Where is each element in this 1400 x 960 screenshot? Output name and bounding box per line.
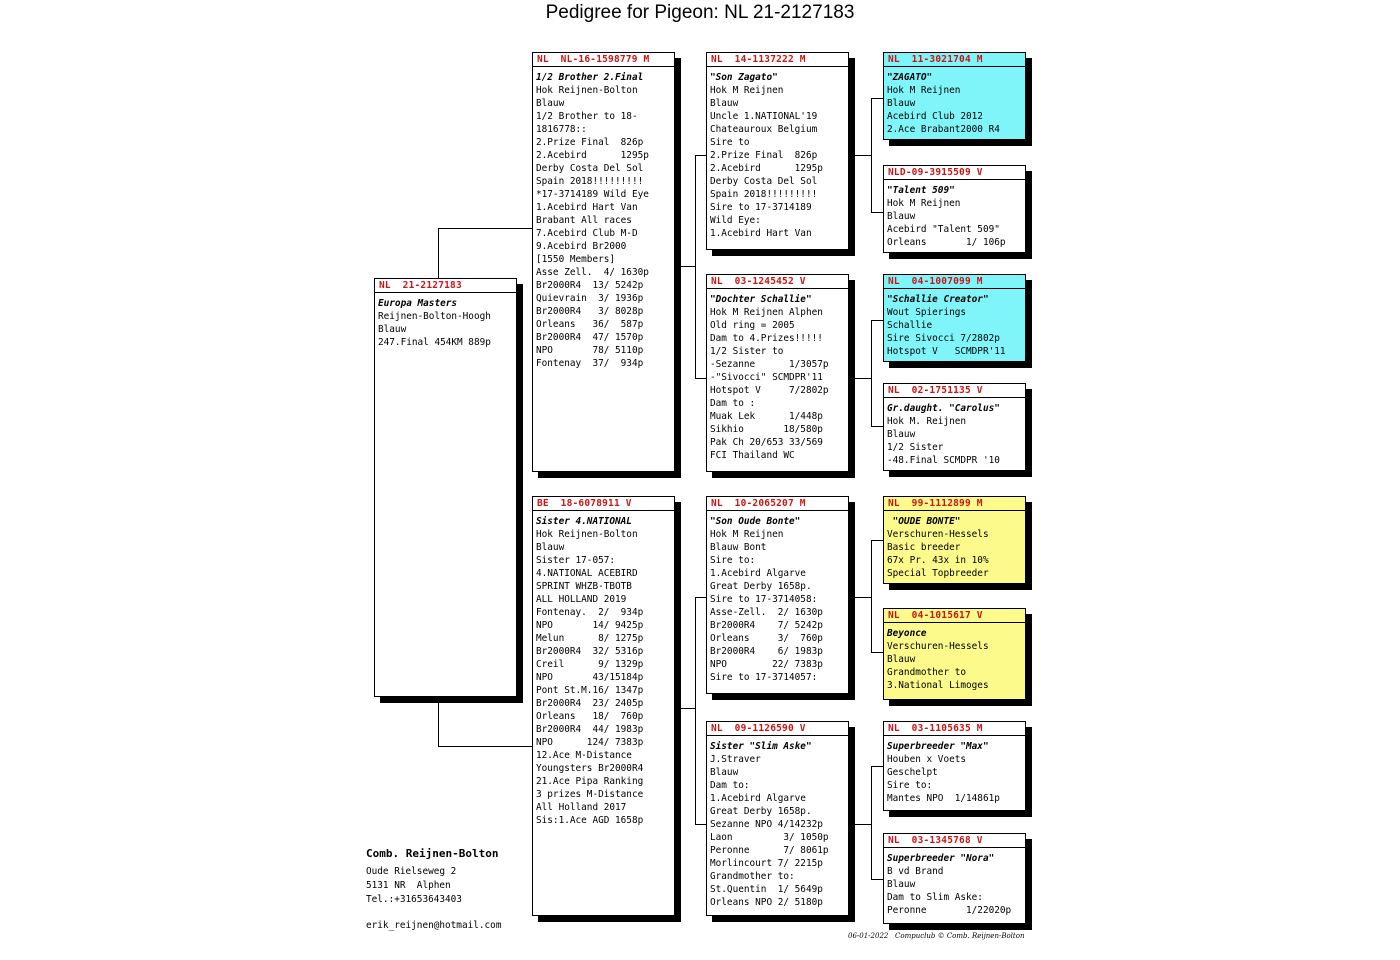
- connector-line: [438, 746, 534, 747]
- pedigree-line: 2.Ace Brabant2000 R4: [887, 124, 1000, 135]
- connector-line: [871, 879, 883, 880]
- pedigree-line: Schallie: [887, 320, 933, 331]
- pedigree-line: Hok Reijnen-Bolton: [536, 529, 638, 540]
- pedigree-line: Br2000R4 7/ 5242p: [710, 620, 823, 631]
- pedigree-line: Old ring = 2005: [710, 320, 795, 331]
- pedigree-line: Br2000R4 32/ 5316p: [536, 646, 644, 657]
- pigeon-card-dam-dam[interactable]: [706, 721, 849, 916]
- connector-line: [871, 652, 883, 653]
- pigeon-name: Sister 4.NATIONAL: [536, 516, 632, 527]
- pedigree-line: Sire to 17-3714058:: [710, 594, 818, 605]
- connector-line: [855, 155, 871, 156]
- ring-number: NL 11-3021704 M: [884, 53, 1025, 67]
- pedigree-line: Blauw: [536, 98, 565, 109]
- pigeon-card-dam-sire[interactable]: [706, 496, 849, 694]
- pedigree-line: 1.Acebird Hart Van: [536, 202, 638, 213]
- pedigree-line: Derby Costa Del Sol: [536, 163, 644, 174]
- pedigree-line: J.Straver: [710, 754, 761, 765]
- pedigree-line: Muak Lek 1/448p: [710, 411, 823, 422]
- pedigree-line: 67x Pr. 43x in 10%: [887, 555, 989, 566]
- pedigree-line: 2.Prize Final 826p: [710, 150, 818, 161]
- pedigree-line: 3.National Limoges: [887, 680, 989, 691]
- pedigree-line: Br2000R4 23/ 2405p: [536, 698, 644, 709]
- connector-line: [679, 708, 695, 709]
- pedigree-line: Creil 9/ 1329p: [536, 659, 644, 670]
- pedigree-line: Melun 8/ 1275p: [536, 633, 644, 644]
- pedigree-line: Laon 3/ 1050p: [710, 832, 829, 843]
- pigeon-card-sire-sire[interactable]: [706, 52, 849, 250]
- pedigree-line: 1.Acebird Algarve: [710, 793, 806, 804]
- pedigree-line: Uncle 1.NATIONAL'19: [710, 111, 818, 122]
- connector-line: [679, 266, 695, 267]
- ring-number: NL NL-16-1598779 M: [533, 53, 674, 67]
- pedigree-line: Quievrain 3/ 1936p: [536, 293, 644, 304]
- pedigree-line: Asse-Zell. 2/ 1630p: [710, 607, 823, 618]
- pedigree-line: 9.Acebird Br2000: [536, 241, 627, 252]
- pedigree-line: -48.Final SCMDPR '10: [887, 455, 1000, 466]
- pigeon-name: Superbreeder "Max": [887, 741, 989, 752]
- pedigree-line: Youngsters Br2000R4: [536, 763, 644, 774]
- pedigree-line: Wild Eye:: [710, 215, 761, 226]
- pedigree-line: 1/2 Sister to: [710, 346, 784, 357]
- ring-number: NL 14-1137222 M: [707, 53, 848, 67]
- pedigree-line: Great Derby 1658p.: [710, 806, 812, 817]
- ring-number: NL 02-1751135 V: [884, 384, 1025, 398]
- connector-line: [871, 540, 872, 652]
- connector-line: [871, 98, 883, 99]
- pedigree-line: 4.NATIONAL ACEBIRD: [536, 568, 638, 579]
- ring-number: NLD-09-3915509 V: [884, 166, 1025, 180]
- pedigree-line: Br2000R4 47/ 1570p: [536, 332, 644, 343]
- pedigree-line: SPRINT WHZB-TBOTB: [536, 581, 632, 592]
- pedigree-line: Asse Zell. 4/ 1630p: [536, 267, 649, 278]
- page-title: Pedigree for Pigeon: NL 21-2127183: [545, 2, 855, 23]
- pedigree-line: Acebird "Talent 509": [887, 224, 1000, 235]
- pedigree-line: NPO 22/ 7383p: [710, 659, 823, 670]
- pedigree-line: St.Quentin 1/ 5649p: [710, 884, 823, 895]
- pedigree-line: Sire to: [710, 137, 750, 148]
- pigeon-name: "ZAGATO": [887, 72, 933, 83]
- pedigree-line: 247.Final 454KM 889p: [378, 337, 491, 348]
- pedigree-line: Br2000R4 3/ 8028p: [536, 306, 644, 317]
- pigeon-card-dds[interactable]: [883, 721, 1026, 811]
- pigeon-card-dsd[interactable]: [883, 608, 1026, 700]
- connector-line: [871, 98, 872, 212]
- ring-number: NL 03-1245452 V: [707, 275, 848, 289]
- pedigree-line: 2.Acebird 1295p: [536, 150, 649, 161]
- pedigree-line: Br2000R4 6/ 1983p: [710, 646, 823, 657]
- connector-line: [871, 320, 872, 426]
- pedigree-line: [1550 Members]: [536, 254, 616, 265]
- connector-line: [855, 597, 871, 598]
- pedigree-line: 21.Ace Pipa Ranking: [536, 776, 644, 787]
- pedigree-line: Great Derby 1658p.: [710, 581, 812, 592]
- pedigree-line: Hok M Reijnen Alphen: [710, 307, 823, 318]
- pedigree-line: NPO 43/15184p: [536, 672, 644, 683]
- connector-line: [438, 697, 439, 746]
- pigeon-card-dss[interactable]: [883, 496, 1026, 584]
- connector-line: [855, 824, 871, 825]
- breeder-phone: Tel.:+31653643403: [366, 894, 462, 905]
- pedigree-line: Brabant All races: [536, 215, 632, 226]
- pedigree-line: Br2000R4 44/ 1983p: [536, 724, 644, 735]
- pedigree-line: FCI Thailand WC: [710, 450, 795, 461]
- connector-line: [695, 597, 696, 824]
- pedigree-line: Blauw: [887, 98, 916, 109]
- pedigree-line: Hotspot V 7/2802p: [710, 385, 829, 396]
- ring-number: NL 99-1112899 M: [884, 497, 1025, 511]
- breeder-address-line: Oude Rielseweg 2: [366, 866, 457, 877]
- connector-line: [871, 766, 872, 879]
- pedigree-line: Orleans NPO 2/ 5180p: [710, 897, 823, 908]
- breeder-info: [366, 846, 501, 933]
- pedigree-line: ALL HOLLAND 2019: [536, 594, 627, 605]
- pedigree-line: 1/2 Sister: [887, 442, 944, 453]
- connector-line: [871, 540, 883, 541]
- pedigree-line: 1.Acebird Algarve: [710, 568, 806, 579]
- ring-number: NL 03-1105635 M: [884, 722, 1025, 736]
- pedigree-line: Sire to 17-3714057:: [710, 672, 818, 683]
- pedigree-line: Orleans 36/ 587p: [536, 319, 644, 330]
- pedigree-line: All Holland 2017: [536, 802, 627, 813]
- ring-number: NL 03-1345768 V: [884, 834, 1025, 848]
- pigeon-card-dam[interactable]: [532, 496, 675, 916]
- connector-line: [438, 228, 534, 229]
- pedigree-line: Verschuren-Hessels: [887, 641, 989, 652]
- pedigree-line: Blauw: [710, 98, 739, 109]
- pedigree-line: Sire to:: [710, 555, 756, 566]
- pigeon-name: "Talent 509": [887, 185, 955, 196]
- pigeon-name: Gr.daught. "Carolus": [887, 403, 1000, 414]
- pedigree-line: 3 prizes M-Distance: [536, 789, 644, 800]
- pigeon-name: Sister "Slim Aske": [710, 741, 812, 752]
- pedigree-line: Geschelpt: [887, 767, 938, 778]
- pedigree-line: Peronne 7/ 8061p: [710, 845, 829, 856]
- pigeon-card-subject[interactable]: [374, 278, 517, 697]
- connector-line: [695, 155, 696, 378]
- pigeon-card-ddd[interactable]: [883, 833, 1026, 924]
- pedigree-line: -Sezanne 1/3057p: [710, 359, 829, 370]
- pedigree-line: Peronne 1/22020p: [887, 905, 1012, 916]
- pedigree-line: NPO 14/ 9425p: [536, 620, 644, 631]
- breeder-email[interactable]: erik_reijnen@hotmail.com: [366, 920, 502, 931]
- footer-note: 06-01-2022 Compuclub © Comb. Reijnen-Bolton: [848, 932, 1025, 940]
- pedigree-line: Verschuren-Hessels: [887, 529, 989, 540]
- pedigree-line: Acebird Club 2012: [887, 111, 983, 122]
- pigeon-name: "Schallie Creator": [887, 294, 989, 305]
- pedigree-line: Dam to Slim Aske:: [887, 892, 983, 903]
- pedigree-line: Orleans 18/ 760p: [536, 711, 644, 722]
- pedigree-line: Blauw: [887, 879, 916, 890]
- connector-line: [871, 426, 883, 427]
- ring-number: BE 18-6078911 V: [533, 497, 674, 511]
- pedigree-line: Hok M Reijnen: [887, 85, 961, 96]
- pedigree-line: NPO 78/ 5110p: [536, 345, 644, 356]
- pigeon-name: "Dochter Schallie": [710, 294, 812, 305]
- pigeon-name: Superbreeder "Nora": [887, 853, 995, 864]
- pedigree-line: Sezanne NPO 4/14232p: [710, 819, 823, 830]
- pigeon-name: Europa Masters: [378, 298, 458, 309]
- pigeon-name: "OUDE BONTE": [887, 516, 961, 527]
- pigeon-name: "Son Zagato": [710, 72, 778, 83]
- connector-line: [871, 766, 883, 767]
- pedigree-line: Hotspot V SCMDPR'11: [887, 346, 1006, 357]
- pedigree-line: Hok M Reijnen: [887, 198, 961, 209]
- pedigree-line: Blauw: [887, 211, 916, 222]
- pedigree-line: Sister 17-057:: [536, 555, 616, 566]
- ring-number: NL 21-2127183: [375, 279, 516, 293]
- pigeon-card-sire[interactable]: [532, 52, 675, 472]
- pedigree-line: *17-3714189 Wild Eye: [536, 189, 649, 200]
- pedigree-line: B vd Brand: [887, 866, 944, 877]
- pedigree-line: 12.Ace M-Distance: [536, 750, 632, 761]
- pedigree-line: Sikhio 18/580p: [710, 424, 823, 435]
- pedigree-line: Hok M Reijnen: [710, 85, 784, 96]
- pedigree-line: Dam to 4.Prizes!!!!!: [710, 333, 823, 344]
- ring-number: NL 09-1126590 V: [707, 722, 848, 736]
- pedigree-line: Pont St.M.16/ 1347p: [536, 685, 644, 696]
- ring-number: NL 10-2065207 M: [707, 497, 848, 511]
- pedigree-line: Orleans 3/ 760p: [710, 633, 823, 644]
- pedigree-line: Reijnen-Bolton-Hoogh: [378, 311, 491, 322]
- pigeon-card-sss[interactable]: [883, 52, 1026, 140]
- pigeon-card-sds[interactable]: [883, 274, 1026, 362]
- pedigree-line: Blauw: [536, 542, 565, 553]
- pedigree-line: 1816778::: [536, 124, 587, 135]
- pedigree-line: Orleans 1/ 106p: [887, 237, 1006, 248]
- pedigree-line: 2.Prize Final 826p: [536, 137, 644, 148]
- pedigree-line: NPO 124/ 7383p: [536, 737, 644, 748]
- pigeon-name: 1/2 Brother 2.Final: [536, 72, 644, 83]
- pedigree-line: Blauw Bont: [710, 542, 767, 553]
- pigeon-card-sire-dam[interactable]: [706, 274, 849, 472]
- pedigree-line: Houben x Voets: [887, 754, 967, 765]
- pedigree-line: Sire to 17-3714189: [710, 202, 812, 213]
- pedigree-line: Wout Spierings: [887, 307, 967, 318]
- pedigree-line: 2.Acebird 1295p: [710, 163, 823, 174]
- pedigree-line: Hok M. Reijnen: [887, 416, 967, 427]
- pedigree-line: Fontenay 37/ 934p: [536, 358, 644, 369]
- pedigree-line: Pak Ch 20/653 33/569: [710, 437, 823, 448]
- connector-line: [871, 320, 883, 321]
- pedigree-line: Dam to :: [710, 398, 756, 409]
- pedigree-line: 1/2 Brother to 18-: [536, 111, 638, 122]
- pigeon-name: "Son Oude Bonte": [710, 516, 801, 527]
- pedigree-line: Br2000R4 13/ 5242p: [536, 280, 644, 291]
- pedigree-line: Basic breeder: [887, 542, 961, 553]
- ring-number: NL 04-1015617 V: [884, 609, 1025, 623]
- connector-line: [855, 378, 871, 379]
- connector-line: [438, 228, 439, 280]
- pedigree-line: Sis:1.Ace AGD 1658p: [536, 815, 644, 826]
- pedigree-line: Spain 2018!!!!!!!!!: [710, 189, 818, 200]
- pedigree-line: Grandmother to: [887, 667, 967, 678]
- pedigree-line: Hok M Reijnen: [710, 529, 784, 540]
- connector-line: [871, 212, 883, 213]
- breeder-address-line: 5131 NR Alphen: [366, 880, 451, 891]
- pigeon-name: Beyonce: [887, 628, 927, 639]
- breeder-name: Comb. Reijnen-Bolton: [366, 847, 499, 860]
- pedigree-line: -"Sivocci" SCMDPR'11: [710, 372, 823, 383]
- pedigree-line: 1.Acebird Hart Van: [710, 228, 812, 239]
- pedigree-line: Sire to:: [887, 780, 933, 791]
- pedigree-line: Chateauroux Belgium: [710, 124, 818, 135]
- pedigree-line: Blauw: [378, 324, 407, 335]
- pedigree-line: Blauw: [887, 654, 916, 665]
- pedigree-line: Fontenay. 2/ 934p: [536, 607, 644, 618]
- pedigree-line: Special Topbreeder: [887, 568, 989, 579]
- pedigree-line: Morlincourt 7/ 2215p: [710, 858, 823, 869]
- pedigree-line: Spain 2018!!!!!!!!!: [536, 176, 644, 187]
- ring-number: NL 04-1007099 M: [884, 275, 1025, 289]
- pedigree-line: Hok Reijnen-Bolton: [536, 85, 638, 96]
- pedigree-line: Blauw: [710, 767, 739, 778]
- pedigree-line: Sire Sivocci 7/2802p: [887, 333, 1000, 344]
- pedigree-line: Grandmother to:: [710, 871, 795, 882]
- pigeon-card-ssd[interactable]: [883, 165, 1026, 253]
- pigeon-card-sdd[interactable]: [883, 383, 1026, 471]
- pedigree-line: Derby Costa Del Sol: [710, 176, 818, 187]
- pedigree-line: Dam to:: [710, 780, 750, 791]
- pedigree-line: Mantes NPO 1/14861p: [887, 793, 1000, 804]
- pedigree-line: 7.Acebird Club M-D: [536, 228, 638, 239]
- pedigree-line: Blauw: [887, 429, 916, 440]
